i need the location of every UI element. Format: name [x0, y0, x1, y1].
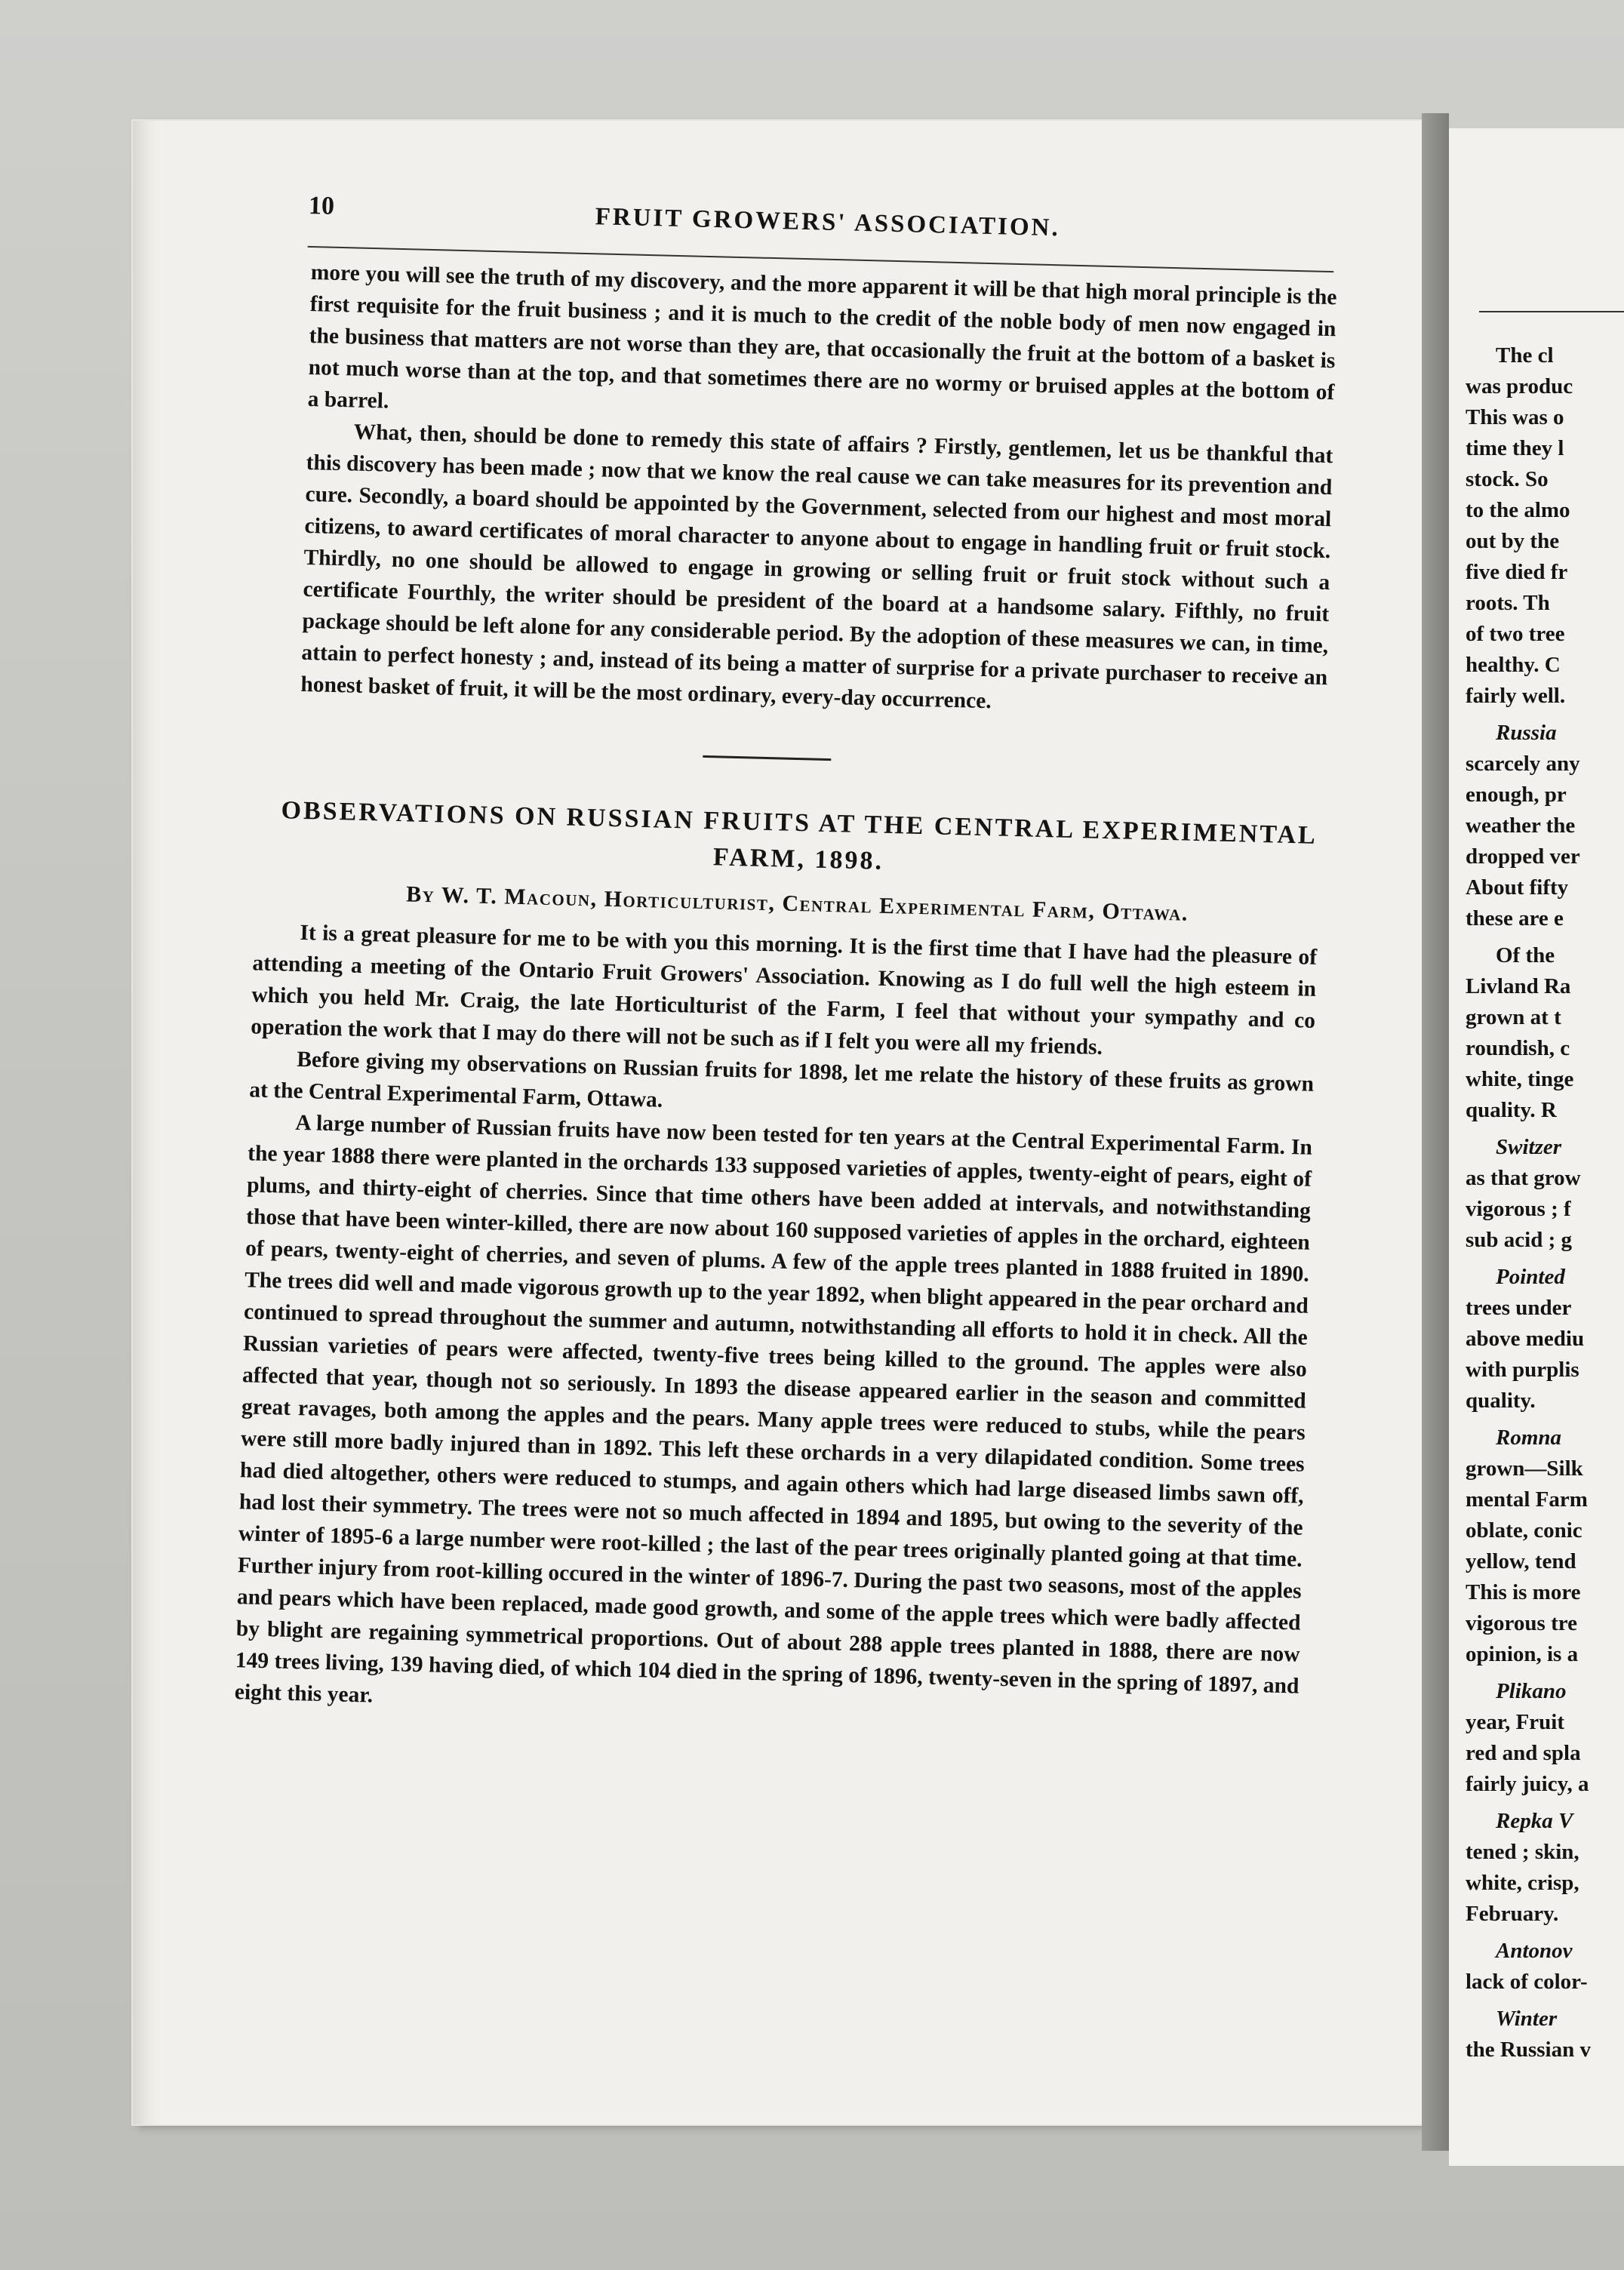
article-paragraph: It is a great pleasure for me to be with you this morning. It is the first time that I have had the pleasure of attending a meeting of the Ontario Fruit Growers' Association. Knowing as I do full well the high esteem in which you held Mr. Craig, the late Horticulturist of the Farm, I feel that without your sympathy and co operation the work that I may do there will not be such as if I felt you were all my friends.	[250, 920, 1318, 1060]
section-divider	[703, 755, 831, 761]
right-page-line: Winter	[1496, 2007, 1558, 2031]
right-page-line: yellow, tend	[1466, 1549, 1576, 1573]
right-page-line: quality. R	[1466, 1098, 1557, 1122]
right-page-line: This was o	[1466, 405, 1564, 429]
right-page-line: was produc	[1466, 374, 1573, 398]
right-page-line: Switzer	[1496, 1135, 1562, 1159]
page-edge-shading	[133, 121, 160, 2124]
right-page-line: fairly juicy, a	[1466, 1772, 1589, 1796]
article-paragraph: A large number of Russian fruits have now been tested for ten years at the Central Experimental Farm. In the year 1888 there were planted in the orchards 133 supposed varieties of apples, twenty-eight of pears, eight of plums, and thirty-eight of cherries. Since that time others have been added at intervals, and notwithstanding those that have been winter-killed, there are now about 160 supposed varieties of apples in the orchard, eighteen of pears, twenty-eight of cherries, and seven of plums. A few of the apple trees planted in 1888 fruited in 1890. The trees did well and made vigorous growth up to the year 1892, when blight appeared in the pear orchard and continued to spread throughout the summer and autumn, notwithstanding all efforts to hold it in check. All the Russian varieties of pears were affected, twenty-five trees being killed to the ground. The apples were also affected that year, though not so seriously. In 1893 the disease appeared earlier in the season and committed great ravages, both among the apples and the pears. Many apple trees were reduced to stubs, while the pears were still more badly injured than in 1892. This left these orchards in a very dilapidated condition. Some trees had died altogether, others were reduced to stumps, and again others which had large diseased limbs sawn off, had lost their symmetry. The trees were not so much affected in 1894 and 1895, but owing to the severity of the winter of 1895-6 a large number were root-killed ; the last of the pear trees originally planted going at that time. Further injury from root-killing occured in the winter of 1896-7. During the past two seasons, most of the apples and pears which have been replaced, made good growth, and some of the apple trees which were badly affected by blight are regaining symmetrical proportions. Out of about 288 apple trees planted in 1888, there are now 149 trees living, 139 having died, of which 104 died in the spring of 1896, twenty-seven in the spring of 1897, and eight this year.	[234, 1110, 1313, 1708]
right-page-line: five died fr	[1466, 560, 1568, 584]
right-page-line: oblate, conic	[1466, 1518, 1582, 1543]
article-byline: By W. T. Macoun, Horticulturist, Central Experimental Farm, Ottawa.	[405, 881, 1189, 926]
right-page-line: white, tinge	[1466, 1067, 1574, 1091]
article-body	[211, 915, 1317, 1734]
right-page-line: white, crisp,	[1466, 1871, 1579, 1895]
right-page-line: Plikano	[1496, 1679, 1567, 1703]
right-page-line: About fifty	[1466, 875, 1569, 900]
page-content	[211, 174, 1358, 1734]
right-page-line: out by the	[1466, 529, 1560, 553]
right-page-line: roots. Th	[1466, 591, 1550, 615]
right-page-line: Repka V	[1496, 1809, 1573, 1833]
right-page-line: grown—Silk	[1466, 1456, 1583, 1481]
right-page-line: red and spla	[1466, 1741, 1581, 1765]
right-page-line: year, Fruit	[1466, 1710, 1565, 1734]
right-page-line: roundish, c	[1466, 1036, 1570, 1060]
right-page-line: scarcely any	[1466, 752, 1580, 776]
right-page-line: weather the	[1466, 814, 1576, 838]
right-page-line: This is more	[1466, 1580, 1581, 1604]
right-page-text	[1449, 128, 1624, 2166]
article-paragraph: Before giving my observations on Russian fruits for 1898, let me relate the history of these fruits as grown at the Central Experimental Farm, Ottawa.	[248, 1047, 1315, 1112]
article-title: OBSERVATIONS ON RUSSIAN FRUITS AT THE CENTRAL EXPERIMENTAL FARM, 1898.	[281, 796, 1318, 875]
right-page-line: grown at t	[1466, 1005, 1561, 1029]
right-page-line: sub acid ; g	[1466, 1228, 1573, 1252]
right-page-line: Pointed	[1496, 1265, 1565, 1289]
right-page-line: trees under	[1466, 1296, 1572, 1320]
article	[211, 792, 1343, 1735]
running-title: FRUIT GROWERS' ASSOCIATION.	[595, 203, 1061, 242]
page-number: 10	[308, 191, 335, 220]
right-page-line: above mediu	[1466, 1327, 1585, 1351]
right-page-line: time they l	[1466, 436, 1564, 460]
right-page-line: vigorous ; f	[1466, 1197, 1571, 1221]
right-page-line: the Russian v	[1466, 2038, 1591, 2062]
right-page-head-rule	[1479, 311, 1624, 312]
intro-paragraph: What, then, should be done to remedy this state of affairs ? Firstly, gentlemen, let us be thankful that this discovery has been made ; now that we know the real cause we can take measures for its prevention and cure. Secondly, a board should be appointed by the Government, selected from our highest and most moral citizens, to award certificates of moral character to anyone about to engage in handling fruit or fruit stock. Thirdly, no one should be allowed to engage in growing or selling fruit or fruit stock without such a certificate Fourthly, the writer should be president of the board at a handsome salary. Fifthly, no fruit package should be left alone for any considerable period. By the adoption of these measures we can, in time, attain to perfect honesty ; and, instead of its being a matter of surprise for a private purchaser to receive an honest basket of fruit, it will be the most ordinary, every-day occurrence.	[300, 420, 1333, 714]
right-page-line: Antonov	[1496, 1939, 1573, 1963]
right-page-line: lack of color-	[1466, 1970, 1588, 1994]
intro-section	[236, 255, 1337, 725]
right-page-line: Romna	[1496, 1426, 1562, 1450]
right-page-line: of two tree	[1466, 622, 1565, 646]
right-page-line: tened ; skin,	[1466, 1840, 1579, 1864]
right-page-line: Of the	[1496, 943, 1555, 967]
right-page-line: fairly well.	[1466, 684, 1566, 708]
right-page-line: Russia	[1496, 721, 1557, 745]
right-page-line: Livland Ra	[1466, 974, 1571, 998]
right-page-line: healthy. C	[1466, 653, 1561, 677]
book-gutter	[1422, 113, 1449, 2151]
right-page-line: February.	[1466, 1902, 1559, 1926]
right-page	[1449, 128, 1624, 2166]
right-page-line: dropped ver	[1466, 844, 1580, 869]
right-page-line: these are e	[1466, 906, 1564, 930]
right-page-line: mental Farm	[1466, 1487, 1588, 1512]
right-page-line: stock. So	[1466, 467, 1549, 491]
right-page-line: as that grow	[1466, 1166, 1581, 1190]
right-page-line: opinion, is a	[1466, 1642, 1579, 1666]
right-page-line: enough, pr	[1466, 783, 1567, 807]
right-page-line: The cl	[1496, 343, 1554, 368]
right-page-line: to the almo	[1466, 498, 1570, 522]
right-page-line: with purplis	[1466, 1358, 1579, 1382]
right-page-line: quality.	[1466, 1389, 1536, 1413]
right-page-line: vigorous tre	[1466, 1611, 1577, 1635]
intro-paragraph: more you will see the truth of my discovery, and the more apparent it will be that high moral principle is the first requisite for the fruit business ; and it is much to the credit of the noble body of men now engaged in the business that matters are not worse than they are, that occasionally the fruit at the bottom of a basket is not much worse than at the top, and that sometimes there are no wormy or bruised apples at the bottom of a barrel.	[307, 260, 1337, 414]
